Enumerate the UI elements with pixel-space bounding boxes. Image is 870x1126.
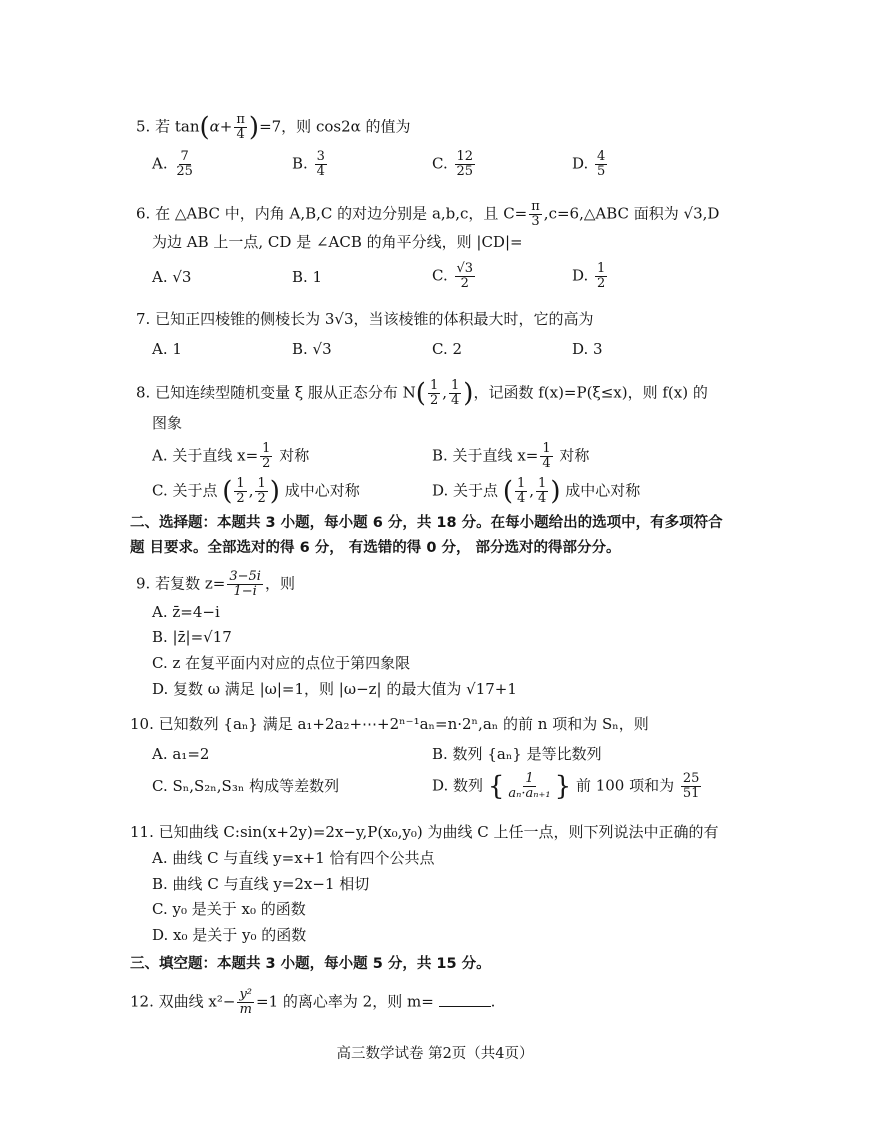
denominator: 51: [682, 786, 700, 801]
page-footer: 高三数学试卷 第2页（共4页）: [336, 1046, 534, 1062]
option-label: B.: [292, 154, 308, 173]
option-text: B. 关于直线 x=: [432, 446, 539, 465]
denominator: m: [239, 1002, 252, 1017]
question-text: 已知正四棱锥的侧棱长为 3√3，当该棱锥的体积最大时，它的高为: [155, 310, 594, 328]
fraction: [681, 772, 702, 801]
option-text: A. 关于直线 x=: [152, 446, 259, 465]
numerator: 1: [429, 378, 439, 393]
fraction: [260, 442, 272, 471]
option-text: D. 数列: [432, 776, 484, 795]
numerator: y²: [239, 987, 253, 1002]
numerator: √3: [456, 261, 474, 276]
denominator: 2: [257, 491, 266, 506]
question-12: [130, 988, 495, 1017]
fraction: [315, 150, 327, 179]
q5-option-d: [572, 150, 609, 179]
fraction: [234, 113, 247, 142]
q11-option-a: A. 曲线 C 与直线 y=x+1 恰有四个公共点: [152, 849, 435, 867]
q11-option-d: D. x₀ 是关于 y₀ 的函数: [152, 926, 307, 944]
numerator: 25: [682, 771, 700, 786]
numerator: 3−5i: [229, 569, 261, 584]
fraction: [595, 150, 607, 179]
answer-blank[interactable]: [439, 992, 491, 1007]
fraction: [515, 477, 527, 506]
fraction: [455, 150, 476, 179]
question-text: 在 △ABC 中，内角 A,B,C 的对边分别是 a,b,c，且 C=: [155, 204, 528, 223]
numerator: 1: [542, 441, 551, 456]
q11-option-b: B. 曲线 C 与直线 y=2x−1 相切: [152, 875, 370, 893]
question-text: ，记函数 f(x)=P(ξ≤x)，则 f(x) 的: [473, 383, 708, 402]
fraction: [174, 150, 195, 179]
fraction: [536, 477, 548, 506]
numerator: 1: [525, 771, 534, 786]
fraction: [595, 262, 607, 291]
q9-option-b: B. |z̄|=√17: [152, 628, 232, 646]
question-11: [130, 821, 719, 843]
q7-option-a: A. 1: [152, 340, 182, 358]
q10-option-b: B. 数列 {aₙ} 是等比数列: [432, 745, 602, 763]
question-text: 已知连续型随机变量 ξ 服从正态分布 N: [155, 383, 416, 402]
option-label: C.: [432, 154, 448, 173]
denominator: 2: [460, 276, 469, 291]
question-number: 9.: [136, 574, 151, 593]
numerator: 1: [262, 441, 271, 456]
denominator: 4: [542, 456, 551, 471]
fraction: [428, 379, 440, 408]
q5-option-b: [292, 150, 329, 179]
numerator: 1: [516, 476, 526, 491]
fraction: [540, 442, 552, 471]
option-label: C.: [432, 266, 448, 285]
section-2-heading-line-2: 题 目要求。全部选对的得 6 分， 有选错的得 0 分， 部分选对的得部分分。: [130, 540, 621, 556]
paren-left: (: [222, 476, 233, 507]
q8-option-c: C. 关于点 ( $\frac{1}{2}$ , $\frac{1}{2}$ ) 成中心对称: [152, 476, 360, 507]
fraction: [506, 772, 552, 801]
q6-option-c: [432, 262, 477, 291]
numerator: 1: [236, 476, 245, 491]
question-number: 10.: [130, 715, 154, 733]
fraction: [227, 570, 263, 599]
question-6: [136, 200, 719, 229]
question-number: 7.: [136, 310, 151, 328]
denominator: 2: [236, 491, 245, 506]
q8-option-a: [152, 442, 309, 471]
q9-option-c: C. z 在复平面内对应的点位于第四象限: [152, 654, 411, 672]
numerator: 1: [538, 476, 547, 491]
denominator: 4: [451, 393, 460, 408]
fraction: [234, 477, 246, 506]
denominator: 2: [597, 276, 606, 291]
paren-left: (: [199, 112, 210, 143]
q10-option-c: C. Sₙ,S₂ₙ,S₃ₙ 构成等差数列: [152, 777, 340, 795]
denominator: 2: [429, 393, 439, 408]
numerator: π: [531, 199, 540, 214]
punctuation: .: [490, 992, 496, 1011]
q11-option-c: C. y₀ 是关于 x₀ 的函数: [152, 900, 306, 918]
q7-option-b: B. √3: [292, 340, 332, 358]
denominator: 4: [516, 491, 526, 506]
question-6-line-2: 为边 AB 上一点, CD 是 ∠ACB 的角平分线，则 |CD|=: [152, 233, 523, 251]
numerator: 12: [456, 149, 474, 164]
q6-option-a: A. √3: [152, 268, 192, 286]
option-text: 对称: [559, 446, 590, 465]
q10-option-d: [432, 772, 703, 801]
section-2-heading: 二、选择题：本题共 3 小题，每小题 6 分，共 18 分。在每小题给出的选项中，有多项符合: [130, 515, 723, 531]
question-text: 已知数列 {aₙ} 满足 a₁+2a₂+⋯+2ⁿ⁻¹aₙ=n·2ⁿ,aₙ 的前 n 项和为 Sₙ，则: [158, 715, 649, 733]
paren-right: ): [463, 378, 474, 409]
q8-option-d: D. 关于点 ( $\frac{1}{4}$ , $\frac{1}{4}$ ) 成中心对称: [432, 476, 641, 507]
question-text: 双曲线 x²−: [158, 992, 236, 1011]
option-label: A.: [152, 154, 168, 173]
question-number: 6.: [136, 204, 151, 223]
q5-option-c: [432, 150, 477, 179]
denominator: 2: [262, 456, 271, 471]
q5-option-a: [152, 150, 197, 179]
denominator: 3: [531, 214, 540, 229]
numerator: 7: [180, 149, 189, 164]
question-text: 若复数 z=: [155, 574, 226, 593]
question-text: ,c=6,△ABC 面积为 √3,D: [543, 204, 720, 223]
brace-left: {: [487, 771, 505, 802]
denominator: 1−i: [233, 584, 257, 599]
question-text: 若 tan: [155, 117, 200, 136]
question-number: 11.: [130, 823, 154, 841]
q6-option-d: [572, 262, 609, 291]
numerator: π: [236, 112, 245, 127]
brace-right: }: [554, 771, 572, 802]
denominator: aₙ·aₙ₊₁: [508, 786, 551, 801]
section-3-heading: 三、填空题：本题共 3 小题，每小题 5 分，共 15 分。: [130, 956, 491, 972]
question-text: =7，则 cos2α 的值为: [259, 117, 411, 136]
paren-right: ): [550, 476, 561, 507]
option-text: 成中心对称: [565, 481, 641, 500]
denominator: 4: [538, 491, 547, 506]
fraction: [237, 988, 254, 1017]
numerator: 4: [597, 149, 606, 164]
q7-option-d: D. 3: [572, 340, 603, 358]
q6-option-b: B. 1: [292, 268, 323, 286]
option-text: 前 100 项和为: [575, 776, 675, 795]
fraction: [449, 379, 461, 408]
question-7: [136, 308, 594, 330]
option-label: D.: [572, 266, 589, 285]
math-term: α+: [209, 117, 233, 136]
denominator: 4: [236, 127, 245, 142]
option-text: 对称: [279, 446, 310, 465]
question-number: 8.: [136, 383, 151, 402]
numerator: 1: [597, 261, 606, 276]
question-number: 5.: [136, 117, 151, 136]
question-8: 8. 已知连续型随机变量 ξ 服从正态分布 N( $\frac{1}{2}$ , $\frac{1}{4}$ )，记函数 f(x)=P(ξ≤x)，则 f(x) 的: [136, 378, 708, 409]
question-10: [130, 713, 649, 735]
paren-left: (: [415, 378, 426, 409]
option-text: D. 关于点: [432, 481, 499, 500]
option-text: C. 关于点: [152, 481, 218, 500]
q10-option-a: A. a₁=2: [152, 745, 210, 763]
q9-option-d: D. 复数 ω 满足 |ω|=1，则 |ω−z| 的最大值为 √17+1: [152, 680, 517, 698]
question-number: 12.: [130, 992, 154, 1011]
question-text: =1 的离心率为 2，则 m=: [256, 992, 434, 1011]
question-5: [136, 113, 411, 142]
fraction: [455, 262, 476, 291]
denominator: 5: [597, 164, 606, 179]
numerator: 3: [316, 149, 325, 164]
question-8-line-2: 图象: [152, 414, 183, 432]
fraction: [255, 477, 267, 506]
paren-left: (: [502, 476, 513, 507]
denominator: 4: [316, 164, 325, 179]
option-text: 成中心对称: [284, 481, 360, 500]
q9-option-a: A. z̄=4−i: [152, 603, 220, 621]
fraction: [529, 200, 542, 229]
numerator: 1: [451, 378, 460, 393]
numerator: 1: [257, 476, 266, 491]
question-9: [136, 570, 295, 599]
paren-right: ): [269, 476, 280, 507]
paren-right: ): [248, 112, 260, 143]
denominator: 25: [456, 164, 474, 179]
denominator: 25: [176, 164, 193, 179]
q8-option-b: [432, 442, 589, 471]
question-text: ，则: [264, 574, 295, 593]
q7-option-c: C. 2: [432, 340, 463, 358]
question-text: 已知曲线 C:sin(x+2y)=2x−y,P(x₀,y₀) 为曲线 C 上任一点，则下列说法中正确的有: [158, 823, 719, 841]
option-label: D.: [572, 154, 589, 173]
